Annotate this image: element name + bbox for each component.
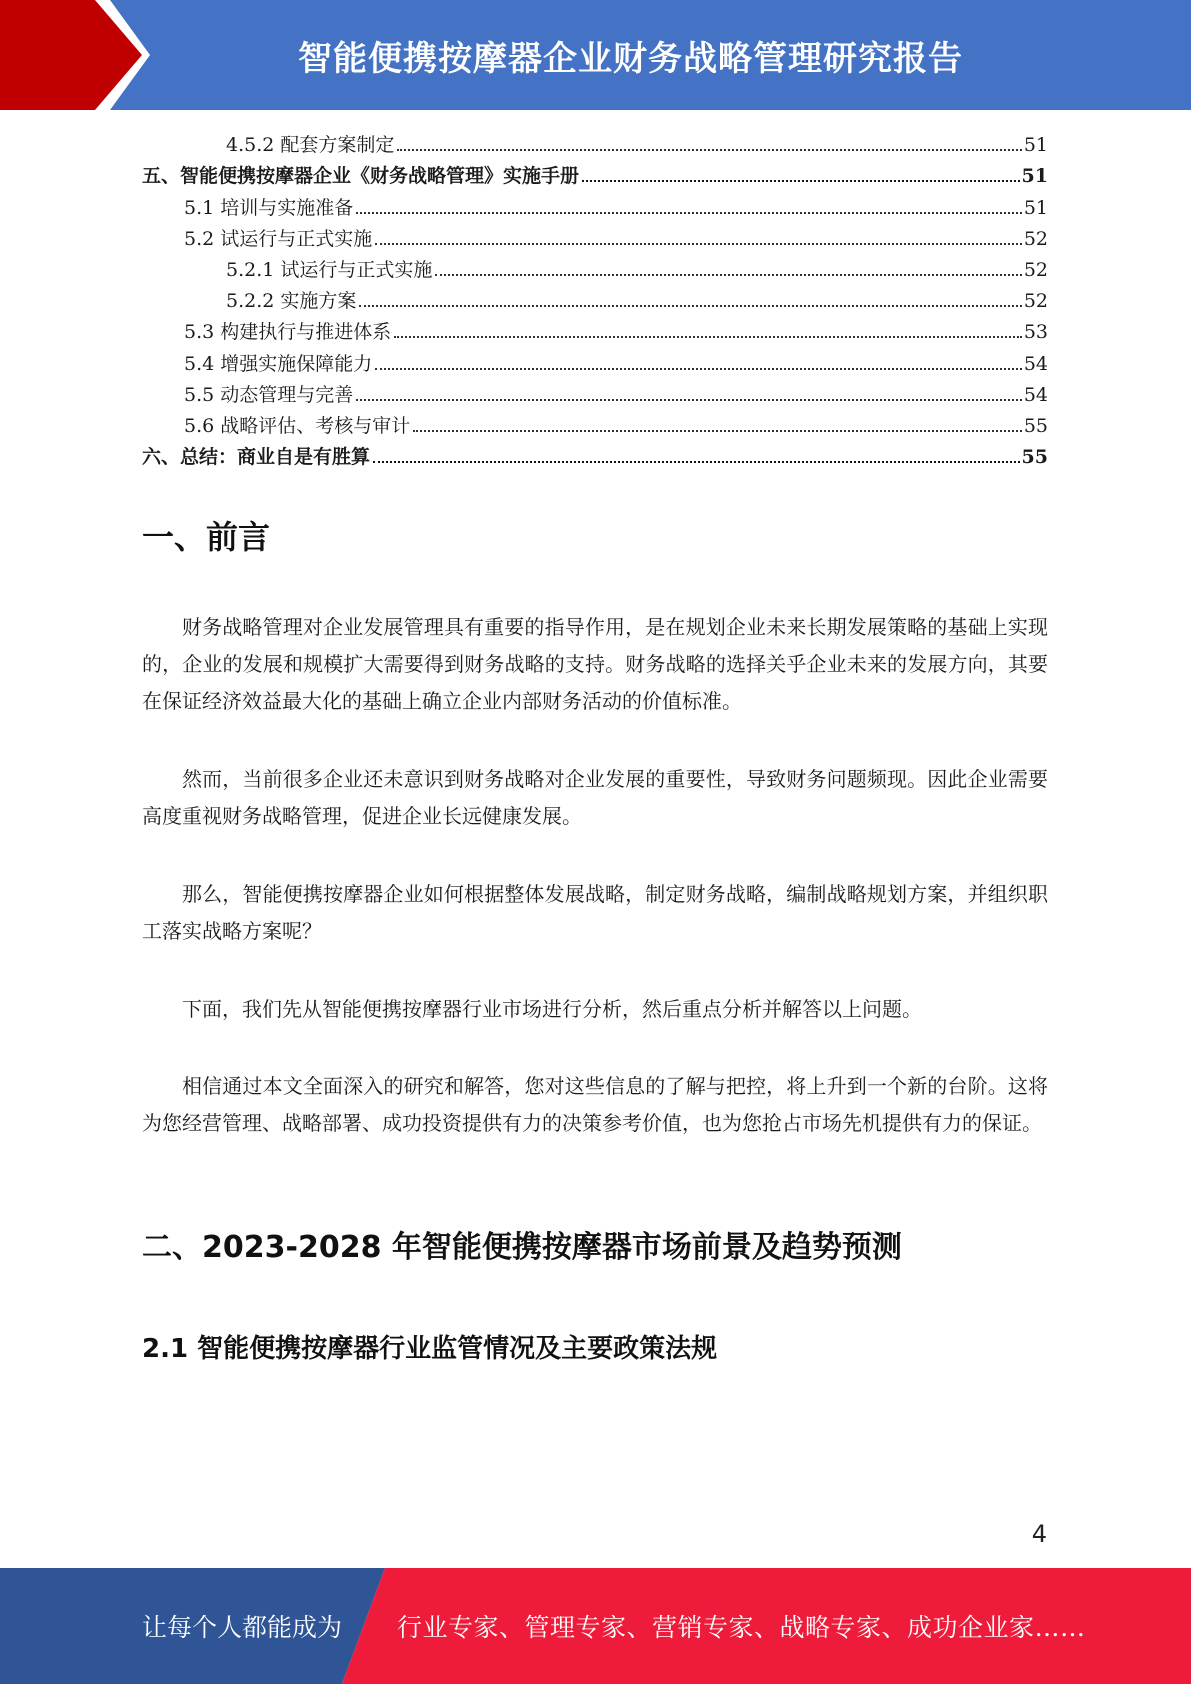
toc-leader-dots	[375, 243, 1022, 245]
footer-slogan-right: 行业专家、管理专家、营销专家、战略专家、成功企业家……	[397, 1613, 1086, 1642]
header-banner	[0, 0, 1191, 110]
toc-leader-dots	[359, 305, 1021, 307]
section-heading: 2.1 智能便携按摩器行业监管情况及主要政策法规	[142, 1334, 718, 1364]
toc-entry[interactable]	[142, 190, 1048, 221]
toc-entry-page: 52	[1023, 227, 1048, 250]
toc-entry-page: 51	[1023, 134, 1048, 157]
toc-leader-dots	[582, 180, 1020, 182]
toc-entry-page: 53	[1023, 321, 1048, 344]
footer-slogan-left: 让每个人都能成为	[142, 1613, 343, 1642]
toc-entry-label: 5.2.1 试运行与正式实施	[226, 258, 433, 281]
foreword-paragraph: 下面，我们先从智能便携按摩器行业市场进行分析，然后重点分析并解答以上问题。	[182, 997, 922, 1021]
page-number: 4	[1031, 1520, 1047, 1548]
toc-entry-page: 52	[1023, 290, 1048, 313]
toc-entry[interactable]	[142, 378, 1048, 409]
toc-entry-page: 51	[1023, 196, 1048, 219]
toc-entry[interactable]	[142, 315, 1048, 346]
toc-entry-label: 5.6 战略评估、考核与审计	[184, 414, 411, 437]
toc-entry-page: 54	[1023, 383, 1048, 406]
toc-leader-dots	[435, 274, 1021, 276]
toc-entry-page: 51	[1021, 165, 1048, 188]
toc-entry-label: 4.5.2 配套方案制定	[226, 134, 395, 157]
toc-leader-dots	[394, 336, 1022, 338]
toc-entry-label: 六、总结：商业自是有胜算	[142, 446, 371, 469]
toc-entry-label: 五、智能便携按摩器企业《财务战略管理》实施手册	[142, 165, 580, 188]
toc-entry-page: 54	[1023, 352, 1048, 375]
toc-leader-dots	[356, 212, 1022, 214]
foreword-paragraph: 财务战略管理对企业发展管理具有重要的指导作用，是在规划企业未来长期发展策略的基础上实现的，企业的发展和规模扩大需要得到财务战略的支持。财务战略的选择关乎企业未来的发展方向，其要在保证经济效益最大化的基础上确立企业内部财务活动的价值标准。	[142, 615, 1048, 713]
toc-leader-dots	[413, 430, 1022, 432]
toc-entry-label: 5.2 试运行与正式实施	[184, 227, 373, 250]
header-arrow-decoration	[0, 0, 160, 110]
toc-entry[interactable]	[142, 440, 1048, 471]
toc-entry[interactable]	[142, 128, 1048, 159]
toc-entry-label: 5.2.2 实施方案	[226, 290, 357, 313]
toc-entry[interactable]	[142, 346, 1048, 377]
toc-entry[interactable]	[142, 284, 1048, 315]
toc-entry-label: 5.1 培训与实施准备	[184, 196, 354, 219]
toc-entry-page: 55	[1021, 446, 1048, 469]
foreword-paragraph: 那么，智能便携按摩器企业如何根据整体发展战略，制定财务战略，编制战略规划方案，并组织职工落实战略方案呢？	[142, 882, 1048, 943]
toc-entry[interactable]	[142, 222, 1048, 253]
foreword-paragraph: 然而，当前很多企业还未意识到财务战略对企业发展的重要性，导致财务问题频现。因此企业需要高度重视财务战略管理，促进企业长远健康发展。	[142, 767, 1048, 828]
toc-leader-dots	[375, 368, 1022, 370]
toc-entry[interactable]	[142, 409, 1048, 440]
toc-entry[interactable]	[142, 159, 1048, 190]
report-title: 智能便携按摩器企业财务战略管理研究报告	[298, 38, 963, 79]
toc-leader-dots	[356, 399, 1022, 401]
footer-banner	[0, 1568, 1191, 1684]
toc-entry-label: 5.5 动态管理与完善	[184, 383, 354, 406]
table-of-contents	[142, 128, 1048, 471]
foreword-heading: 一、前言	[142, 518, 271, 556]
toc-entry-page: 52	[1023, 258, 1048, 281]
toc-entry[interactable]	[142, 253, 1048, 284]
toc-leader-dots	[373, 461, 1020, 463]
toc-entry-label: 5.4 增强实施保障能力	[184, 352, 373, 375]
toc-leader-dots	[397, 149, 1021, 151]
toc-entry-page: 55	[1023, 414, 1048, 437]
chapter-heading: 二、2023-2028 年智能便携按摩器市场前景及趋势预测	[142, 1230, 902, 1265]
foreword-paragraph: 相信通过本文全面深入的研究和解答，您对这些信息的了解与把控，将上升到一个新的台阶。这将为您经营管理、战略部署、成功投资提供有力的决策参考价值，也为您抢占市场先机提供有力的保证。	[142, 1074, 1048, 1135]
toc-entry-label: 5.3 构建执行与推进体系	[184, 321, 392, 344]
